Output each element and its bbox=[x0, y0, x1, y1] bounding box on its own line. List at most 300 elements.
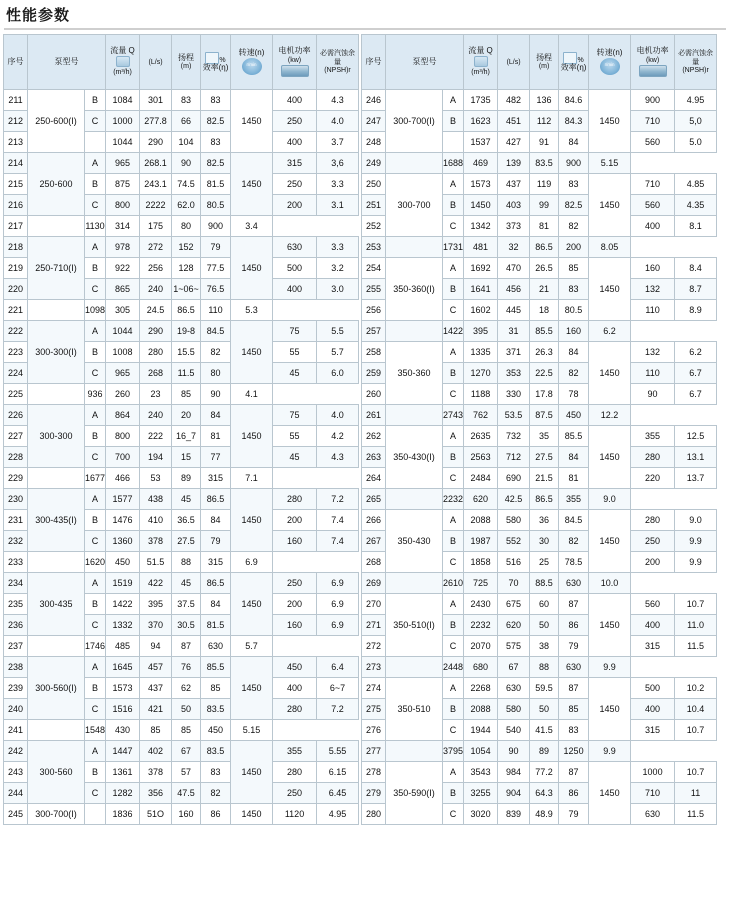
cell-seq: 263 bbox=[362, 447, 386, 468]
cell-flow-ls: 356 bbox=[140, 783, 172, 804]
header-flow-ls bbox=[498, 35, 530, 90]
cell-npsh: 3.4 bbox=[231, 216, 273, 237]
cell-npsh: 10.7 bbox=[675, 720, 717, 741]
cell-flow-m3h: 1447 bbox=[106, 741, 140, 762]
cell-flow-m3h: 1130 bbox=[85, 216, 106, 237]
cell-speed: 1450 bbox=[589, 258, 631, 321]
cell-power: 280 bbox=[273, 762, 317, 783]
cell-power: 200 bbox=[559, 237, 589, 258]
cell-power: 355 bbox=[273, 741, 317, 762]
header-efficiency bbox=[559, 35, 589, 90]
cell-head: 11.5 bbox=[172, 363, 201, 384]
cell-flow-ls: 712 bbox=[498, 447, 530, 468]
cell-power: 45 bbox=[273, 447, 317, 468]
cell-variant bbox=[28, 552, 85, 573]
cell-npsh: 13.1 bbox=[675, 447, 717, 468]
cell-efficiency: 82 bbox=[201, 342, 231, 363]
cell-efficiency: 83.5 bbox=[201, 699, 231, 720]
cell-variant: B bbox=[85, 174, 106, 195]
cell-npsh: 4.3 bbox=[317, 90, 359, 111]
cell-variant bbox=[28, 384, 85, 405]
cell-npsh: 4.0 bbox=[317, 111, 359, 132]
speed-icon bbox=[242, 58, 262, 75]
cell-flow-ls: 277.8 bbox=[140, 111, 172, 132]
cell-seq: 221 bbox=[4, 300, 28, 321]
cell-seq: 242 bbox=[4, 741, 28, 762]
cell-head: 51.5 bbox=[140, 552, 172, 573]
cell-flow-m3h: 864 bbox=[106, 405, 140, 426]
cell-head: 18 bbox=[530, 300, 559, 321]
cell-variant: B bbox=[85, 258, 106, 279]
cell-flow-ls: 540 bbox=[498, 720, 530, 741]
cell-flow-ls: 378 bbox=[140, 762, 172, 783]
cell-flow-m3h: 1008 bbox=[106, 342, 140, 363]
table-row[interactable] bbox=[362, 426, 717, 447]
flow-icon bbox=[474, 56, 488, 67]
npsh-label: 必需汽蚀余量 bbox=[320, 50, 356, 66]
cell-variant: C bbox=[443, 804, 464, 825]
cell-efficiency: 86.5 bbox=[172, 300, 201, 321]
table-row[interactable] bbox=[4, 804, 359, 825]
cell-seq: 238 bbox=[4, 657, 28, 678]
cell-model: 300-560 bbox=[28, 741, 85, 804]
cell-power: 560 bbox=[631, 132, 675, 153]
cell-power: 90 bbox=[631, 384, 675, 405]
cell-head: 25 bbox=[530, 552, 559, 573]
cell-efficiency: 79 bbox=[559, 804, 589, 825]
cell-efficiency: 83 bbox=[201, 90, 231, 111]
cell-efficiency: 78.5 bbox=[559, 552, 589, 573]
cell-variant: A bbox=[85, 153, 106, 174]
cell-power: 900 bbox=[201, 216, 231, 237]
cell-efficiency: 84.5 bbox=[201, 321, 231, 342]
cell-efficiency: 88.5 bbox=[530, 573, 559, 594]
cell-seq: 217 bbox=[4, 216, 28, 237]
cell-flow-m3h: 1476 bbox=[106, 510, 140, 531]
cell-flow-m3h: 2743 bbox=[443, 405, 464, 426]
table-row[interactable] bbox=[4, 300, 359, 321]
cell-flow-ls: 290 bbox=[140, 132, 172, 153]
cell-efficiency: 83.5 bbox=[201, 741, 231, 762]
cell-variant: B bbox=[443, 783, 464, 804]
cell-seq: 222 bbox=[4, 321, 28, 342]
cell-flow-m3h: 1516 bbox=[106, 699, 140, 720]
cell-power: 160 bbox=[559, 321, 589, 342]
cell-flow-m3h: 2232 bbox=[443, 489, 464, 510]
table-row[interactable] bbox=[362, 678, 717, 699]
table-row[interactable] bbox=[4, 216, 359, 237]
cell-head: 27.5 bbox=[530, 447, 559, 468]
cell-head: 20 bbox=[172, 405, 201, 426]
cell-npsh: 6.9 bbox=[317, 573, 359, 594]
table-row[interactable] bbox=[362, 153, 717, 174]
cell-npsh: 5.7 bbox=[231, 636, 273, 657]
cell-flow-m3h: 1746 bbox=[85, 636, 106, 657]
table-row[interactable] bbox=[362, 405, 717, 426]
table-row[interactable] bbox=[4, 741, 359, 762]
cell-npsh: 10.4 bbox=[675, 699, 717, 720]
cell-efficiency: 86.5 bbox=[530, 237, 559, 258]
cell-efficiency: 82 bbox=[201, 783, 231, 804]
cell-seq: 236 bbox=[4, 615, 28, 636]
cell-power: 630 bbox=[631, 804, 675, 825]
cell-npsh: 4.1 bbox=[231, 384, 273, 405]
cell-flow-ls: 301 bbox=[140, 90, 172, 111]
cell-flow-m3h: 2268 bbox=[464, 678, 498, 699]
cell-flow-m3h: 2484 bbox=[464, 468, 498, 489]
cell-speed: 1450 bbox=[589, 426, 631, 489]
cell-variant: C bbox=[85, 195, 106, 216]
table-row[interactable] bbox=[362, 258, 717, 279]
head-label: 扬程 bbox=[536, 52, 553, 62]
cell-efficiency: 78 bbox=[559, 384, 589, 405]
cell-power: 355 bbox=[631, 426, 675, 447]
cell-speed: 1450 bbox=[231, 741, 273, 804]
cell-variant: B bbox=[85, 342, 106, 363]
cell-flow-ls: 395 bbox=[140, 594, 172, 615]
cell-head: 67 bbox=[498, 657, 530, 678]
cell-variant bbox=[386, 657, 443, 678]
header-efficiency bbox=[201, 35, 231, 90]
cell-npsh: 11.5 bbox=[675, 804, 717, 825]
cell-seq: 234 bbox=[4, 573, 28, 594]
table-row[interactable] bbox=[4, 552, 359, 573]
cell-npsh: 9.0 bbox=[675, 510, 717, 531]
cell-model: 250-600 bbox=[28, 153, 85, 216]
cell-efficiency: 84 bbox=[201, 510, 231, 531]
table-row[interactable] bbox=[362, 90, 717, 111]
cell-flow-m3h: 2070 bbox=[464, 636, 498, 657]
header-npsh bbox=[675, 35, 717, 90]
table-row[interactable] bbox=[362, 573, 717, 594]
cell-power: 400 bbox=[273, 678, 317, 699]
cell-power: 1250 bbox=[559, 741, 589, 762]
cell-seq: 239 bbox=[4, 678, 28, 699]
cell-variant bbox=[28, 636, 85, 657]
cell-power: 75 bbox=[273, 321, 317, 342]
cell-model: 350-360 bbox=[386, 342, 443, 405]
cell-efficiency: 81 bbox=[201, 426, 231, 447]
cell-head: 30.5 bbox=[172, 615, 201, 636]
table-row[interactable] bbox=[362, 510, 717, 531]
cell-speed: 1450 bbox=[231, 405, 273, 468]
cell-head: 30 bbox=[530, 531, 559, 552]
header-flow-m3h bbox=[106, 35, 140, 90]
cell-efficiency: 87.5 bbox=[530, 405, 559, 426]
cell-flow-ls: 353 bbox=[498, 363, 530, 384]
cell-power: 450 bbox=[273, 657, 317, 678]
cell-npsh: 7.1 bbox=[231, 468, 273, 489]
cell-power: 250 bbox=[273, 783, 317, 804]
cell-seq: 278 bbox=[362, 762, 386, 783]
cell-flow-ls: 1054 bbox=[464, 741, 498, 762]
cell-power: 160 bbox=[273, 615, 317, 636]
header-flow-m3h bbox=[464, 35, 498, 90]
cell-speed: 1450 bbox=[589, 678, 631, 741]
cell-flow-ls: 481 bbox=[464, 237, 498, 258]
cell-variant: A bbox=[443, 426, 464, 447]
cell-flow-ls: 580 bbox=[498, 510, 530, 531]
cell-npsh: 3.3 bbox=[317, 174, 359, 195]
table-row[interactable] bbox=[362, 489, 717, 510]
cell-flow-ls: 243.1 bbox=[140, 174, 172, 195]
cell-seq: 211 bbox=[4, 90, 28, 111]
table-row[interactable] bbox=[362, 594, 717, 615]
cell-efficiency: 83 bbox=[559, 279, 589, 300]
cell-flow-ls: 680 bbox=[464, 657, 498, 678]
cell-head: 66 bbox=[172, 111, 201, 132]
cell-flow-m3h: 1836 bbox=[106, 804, 140, 825]
page-title: 性能参数 bbox=[6, 7, 71, 24]
cell-flow-ls: 437 bbox=[498, 174, 530, 195]
cell-power: 1120 bbox=[273, 804, 317, 825]
cell-seq: 226 bbox=[4, 405, 28, 426]
cell-flow-m3h: 1692 bbox=[464, 258, 498, 279]
flow-unit-m3h: (m³/h) bbox=[113, 69, 132, 77]
cell-seq: 280 bbox=[362, 804, 386, 825]
cell-power: 900 bbox=[631, 90, 675, 111]
cell-variant bbox=[85, 804, 106, 825]
table-row[interactable] bbox=[362, 762, 717, 783]
cell-variant bbox=[386, 405, 443, 426]
cell-seq: 219 bbox=[4, 258, 28, 279]
table-row[interactable] bbox=[4, 573, 359, 594]
cell-variant: C bbox=[443, 552, 464, 573]
cell-flow-ls: 450 bbox=[106, 552, 140, 573]
cell-flow-ls: 457 bbox=[140, 657, 172, 678]
cell-power: 55 bbox=[273, 426, 317, 447]
cell-efficiency: 88 bbox=[172, 552, 201, 573]
cell-flow-m3h: 1677 bbox=[85, 468, 106, 489]
table-row[interactable] bbox=[4, 405, 359, 426]
cell-flow-m3h: 2635 bbox=[464, 426, 498, 447]
cell-power: 280 bbox=[631, 510, 675, 531]
cell-variant: B bbox=[443, 447, 464, 468]
cell-power: 315 bbox=[201, 552, 231, 573]
cell-head: 19-8 bbox=[172, 321, 201, 342]
cell-model: 300-560(I) bbox=[28, 657, 85, 720]
cell-flow-m3h: 1858 bbox=[464, 552, 498, 573]
cell-variant: B bbox=[443, 363, 464, 384]
cell-efficiency: 84.5 bbox=[559, 510, 589, 531]
cell-npsh: 13.7 bbox=[675, 468, 717, 489]
cell-seq: 249 bbox=[362, 153, 386, 174]
cell-flow-m3h: 1623 bbox=[464, 111, 498, 132]
cell-variant: B bbox=[85, 594, 106, 615]
cell-seq: 272 bbox=[362, 636, 386, 657]
cell-efficiency: 82.5 bbox=[201, 111, 231, 132]
cell-seq: 268 bbox=[362, 552, 386, 573]
cell-flow-ls: 371 bbox=[498, 342, 530, 363]
cell-seq: 245 bbox=[4, 804, 28, 825]
head-unit: (m) bbox=[180, 63, 192, 70]
cell-npsh: 9.9 bbox=[675, 531, 717, 552]
cell-model: 300-300 bbox=[28, 405, 85, 468]
cell-variant: A bbox=[443, 258, 464, 279]
table-row[interactable] bbox=[362, 321, 717, 342]
cell-flow-m3h: 965 bbox=[106, 363, 140, 384]
cell-npsh: 6.45 bbox=[317, 783, 359, 804]
cell-efficiency: 85 bbox=[201, 678, 231, 699]
cell-head: 22.5 bbox=[530, 363, 559, 384]
cell-head: 83 bbox=[172, 90, 201, 111]
cell-model: 250-710(I) bbox=[28, 237, 85, 300]
cell-efficiency: 84.3 bbox=[559, 111, 589, 132]
cell-flow-m3h: 3020 bbox=[464, 804, 498, 825]
cell-seq: 261 bbox=[362, 405, 386, 426]
table-body-right bbox=[362, 90, 717, 825]
table-row[interactable] bbox=[4, 237, 359, 258]
cell-power: 132 bbox=[631, 279, 675, 300]
table-row[interactable] bbox=[362, 657, 717, 678]
cell-efficiency: 80 bbox=[172, 216, 201, 237]
table-row[interactable] bbox=[4, 90, 359, 111]
cell-flow-ls: 690 bbox=[498, 468, 530, 489]
cell-flow-ls: 314 bbox=[106, 216, 140, 237]
cell-efficiency: 81.5 bbox=[201, 615, 231, 636]
cell-efficiency: 85.5 bbox=[201, 657, 231, 678]
cell-variant: A bbox=[443, 174, 464, 195]
cell-efficiency: 79 bbox=[559, 636, 589, 657]
table-row[interactable] bbox=[4, 720, 359, 741]
cell-efficiency: 87 bbox=[559, 762, 589, 783]
table-row[interactable] bbox=[362, 174, 717, 195]
cell-power: 250 bbox=[273, 573, 317, 594]
cell-head: 64.3 bbox=[530, 783, 559, 804]
cell-head: 67 bbox=[172, 741, 201, 762]
cell-flow-m3h: 1688 bbox=[443, 153, 464, 174]
cell-head: 62.0 bbox=[172, 195, 201, 216]
table-row[interactable] bbox=[4, 657, 359, 678]
cell-flow-m3h: 1641 bbox=[464, 279, 498, 300]
table-row[interactable] bbox=[4, 636, 359, 657]
cell-efficiency: 83 bbox=[559, 720, 589, 741]
cell-head: 37.5 bbox=[172, 594, 201, 615]
table-row[interactable] bbox=[4, 384, 359, 405]
cell-npsh: 5.3 bbox=[231, 300, 273, 321]
cell-head: 36.5 bbox=[172, 510, 201, 531]
cell-flow-ls: 410 bbox=[140, 510, 172, 531]
eff-unit: % bbox=[577, 56, 584, 64]
cell-power: 45 bbox=[273, 363, 317, 384]
cell-flow-m3h: 1335 bbox=[464, 342, 498, 363]
cell-flow-ls: 422 bbox=[140, 573, 172, 594]
table-row[interactable] bbox=[4, 468, 359, 489]
table-row[interactable] bbox=[4, 489, 359, 510]
cell-flow-m3h: 1577 bbox=[106, 489, 140, 510]
cell-head: 94 bbox=[140, 636, 172, 657]
cell-head: 139 bbox=[498, 153, 530, 174]
cell-flow-ls: 395 bbox=[464, 321, 498, 342]
cell-power: 280 bbox=[273, 699, 317, 720]
cell-power: 55 bbox=[273, 342, 317, 363]
cell-power: 200 bbox=[273, 195, 317, 216]
cell-power: 630 bbox=[559, 657, 589, 678]
cell-efficiency: 84 bbox=[201, 594, 231, 615]
cell-efficiency: 84 bbox=[559, 132, 589, 153]
table-row[interactable] bbox=[362, 237, 717, 258]
cell-flow-m3h: 1360 bbox=[106, 531, 140, 552]
cell-variant: C bbox=[85, 699, 106, 720]
cell-variant: B bbox=[85, 510, 106, 531]
cell-flow-m3h: 1270 bbox=[464, 363, 498, 384]
cell-head: 91 bbox=[530, 132, 559, 153]
cell-power: 710 bbox=[631, 174, 675, 195]
cell-npsh: 6.0 bbox=[317, 363, 359, 384]
cell-power: 400 bbox=[273, 90, 317, 111]
cell-npsh: 12.5 bbox=[675, 426, 717, 447]
cell-efficiency: 83 bbox=[201, 132, 231, 153]
flow-icon bbox=[116, 56, 130, 67]
cell-npsh: 4.85 bbox=[675, 174, 717, 195]
flow-label: 流量 Q bbox=[110, 46, 135, 56]
table-row[interactable] bbox=[362, 342, 717, 363]
cell-power: 75 bbox=[273, 405, 317, 426]
cell-npsh: 6.2 bbox=[675, 342, 717, 363]
cell-npsh: 9.0 bbox=[589, 489, 631, 510]
table-row[interactable] bbox=[4, 321, 359, 342]
cell-flow-m3h: 1422 bbox=[106, 594, 140, 615]
cell-speed: 1450 bbox=[589, 594, 631, 657]
performance-tables bbox=[0, 34, 730, 825]
cell-power: 710 bbox=[631, 783, 675, 804]
cell-variant: A bbox=[443, 762, 464, 783]
cell-speed: 1450 bbox=[231, 321, 273, 384]
cell-power: 560 bbox=[631, 594, 675, 615]
cell-power: 630 bbox=[559, 573, 589, 594]
cell-efficiency: 86 bbox=[201, 804, 231, 825]
table-row[interactable] bbox=[362, 741, 717, 762]
cell-flow-m3h: 1573 bbox=[106, 678, 140, 699]
cell-flow-m3h: 700 bbox=[106, 447, 140, 468]
cell-seq: 260 bbox=[362, 384, 386, 405]
cell-seq: 257 bbox=[362, 321, 386, 342]
cell-seq: 271 bbox=[362, 615, 386, 636]
cell-power: 500 bbox=[273, 258, 317, 279]
table-row[interactable] bbox=[4, 153, 359, 174]
cell-flow-m3h: 1987 bbox=[464, 531, 498, 552]
cell-flow-m3h: 1620 bbox=[85, 552, 106, 573]
cell-seq: 270 bbox=[362, 594, 386, 615]
cell-npsh: 4.35 bbox=[675, 195, 717, 216]
cell-flow-ls: 575 bbox=[498, 636, 530, 657]
cell-flow-m3h: 1342 bbox=[464, 216, 498, 237]
cell-head: 15.5 bbox=[172, 342, 201, 363]
cell-head: 59.5 bbox=[530, 678, 559, 699]
cell-seq: 248 bbox=[362, 132, 386, 153]
cell-variant: C bbox=[443, 384, 464, 405]
cell-efficiency: 83 bbox=[201, 762, 231, 783]
cell-flow-m3h: 965 bbox=[106, 153, 140, 174]
cell-npsh: 5,0 bbox=[675, 111, 717, 132]
cell-efficiency: 87 bbox=[559, 594, 589, 615]
header-model: 泵型号 bbox=[28, 35, 106, 90]
cell-variant: B bbox=[443, 615, 464, 636]
cell-head: 1~06~ bbox=[172, 279, 201, 300]
cell-seq: 240 bbox=[4, 699, 28, 720]
cell-efficiency: 80.5 bbox=[559, 300, 589, 321]
cell-flow-ls: 552 bbox=[498, 531, 530, 552]
power-unit: (kw) bbox=[645, 56, 660, 64]
cell-variant: C bbox=[85, 531, 106, 552]
cell-npsh: 7.4 bbox=[317, 531, 359, 552]
cell-seq: 223 bbox=[4, 342, 28, 363]
cell-seq: 273 bbox=[362, 657, 386, 678]
cell-speed: 1450 bbox=[589, 762, 631, 825]
cell-seq: 213 bbox=[4, 132, 28, 153]
cell-head: 48.9 bbox=[530, 804, 559, 825]
cell-flow-m3h: 2563 bbox=[464, 447, 498, 468]
